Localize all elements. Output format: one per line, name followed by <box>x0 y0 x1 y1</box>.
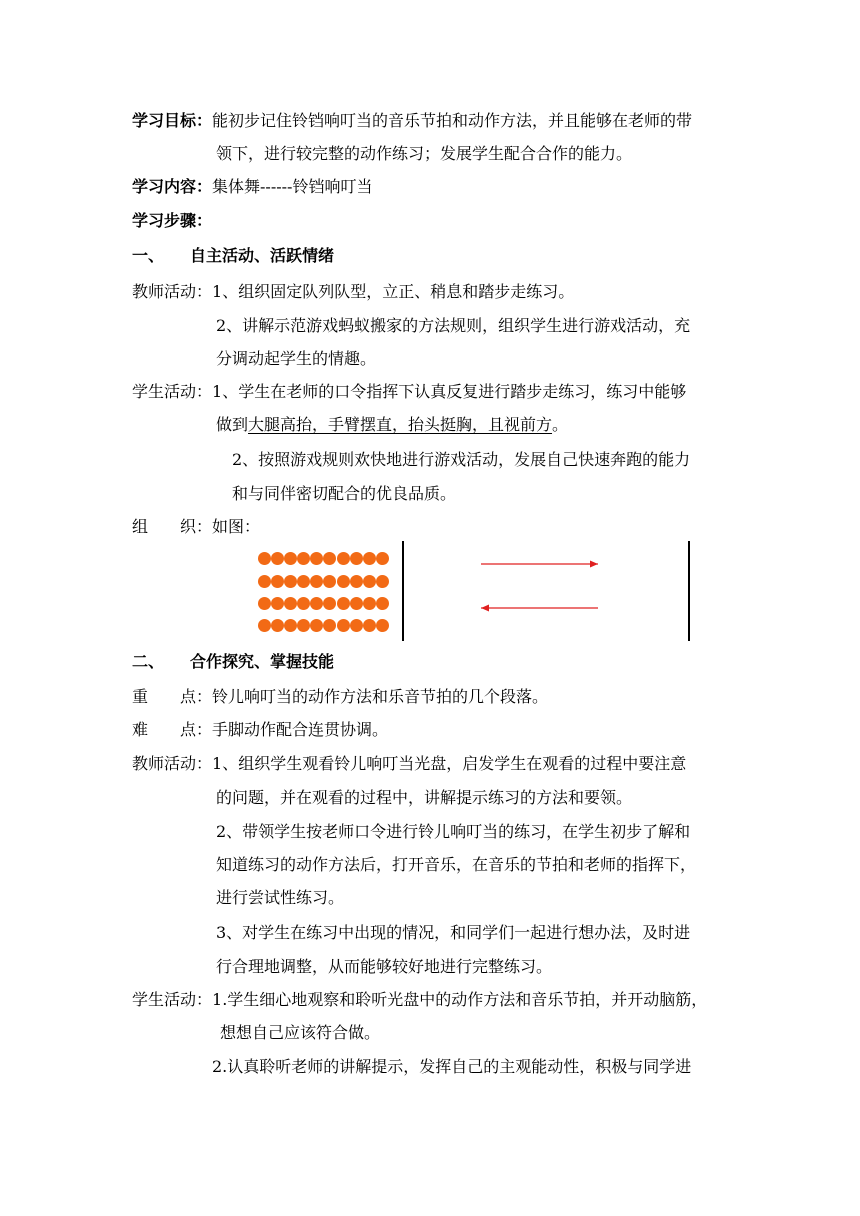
student-dot <box>297 619 310 632</box>
section1-teacher-item-3: 分调动起学生的情趣。 <box>216 349 377 368</box>
section2-student-label: 学生活动： <box>132 990 213 1009</box>
section1-student-line-2 <box>216 414 568 436</box>
content-label: 学习内容： <box>132 177 213 196</box>
student-dot <box>284 575 297 588</box>
goal-text-1: 能初步记住铃铛响叮当的音乐节拍和动作方法，并且能够在老师的带 <box>212 111 693 130</box>
student-dot <box>310 619 323 632</box>
student-dot <box>258 619 271 632</box>
formation-row <box>258 619 389 633</box>
section1-student-text-2-underlined: 大腿高抬，手臂摆直，抬头挺胸，且视前方 <box>248 415 553 434</box>
student-dot <box>350 619 363 632</box>
formation-row <box>258 575 389 589</box>
student-dot <box>258 575 271 588</box>
goal-text-2: 领下，进行较完整的动作练习；发展学生配合合作的能力。 <box>216 144 633 163</box>
student-dot <box>363 552 376 565</box>
goal-label: 学习目标： <box>132 111 213 130</box>
student-dot <box>297 552 310 565</box>
student-dot <box>376 619 389 632</box>
student-dot <box>284 619 297 632</box>
student-dot <box>350 597 363 610</box>
student-dot <box>376 575 389 588</box>
student-dot <box>271 575 284 588</box>
section1-title: 自主活动、活跃情绪 <box>190 246 335 265</box>
student-dot <box>271 552 284 565</box>
org-line <box>132 516 260 538</box>
key-point-label: 重 点： <box>132 687 213 706</box>
section1-student-text-2-post: 。 <box>552 415 569 434</box>
section2-student-text-2: 想想自己应该符合做。 <box>220 1023 381 1042</box>
section2-number: 二、 <box>132 652 165 671</box>
section1-number: 一、 <box>132 246 165 265</box>
section2-student-text-3: 2.认真聆听老师的讲解提示，发挥自己的主观能动性，积极与同学进 <box>212 1057 692 1076</box>
section1-student-text-2-pre: 做到 <box>216 415 249 434</box>
section1-teacher-item-2: 2、讲解示范游戏蚂蚁搬家的方法规则，组织学生进行游戏活动，充 <box>216 316 691 335</box>
difficulty-text: 手脚动作配合连贯协调。 <box>212 720 389 739</box>
content-text: 集体舞------铃铛响叮当 <box>212 177 373 196</box>
student-dot <box>310 575 323 588</box>
movement-arrows <box>470 550 610 620</box>
student-dot <box>258 597 271 610</box>
section2-teacher-text-3: 2、带领学生按老师口令进行铃儿响叮当的练习，在学生初步了解和 <box>216 822 691 841</box>
student-dot <box>310 597 323 610</box>
section2-teacher-label: 教师活动： <box>132 754 213 773</box>
student-dot <box>258 552 271 565</box>
student-dot <box>323 575 336 588</box>
section2-teacher-text-5: 进行尝试性练习。 <box>216 888 345 907</box>
student-dot <box>323 552 336 565</box>
section1-student-text-1: 1、学生在老师的口令指挥下认真反复进行踏步走练习，练习中能够 <box>212 382 687 401</box>
section1-student-line-1 <box>132 381 686 403</box>
return-arrow-head <box>481 605 489 612</box>
student-dot <box>337 597 350 610</box>
student-dot <box>350 575 363 588</box>
student-dot <box>337 552 350 565</box>
student-dot <box>363 619 376 632</box>
content-line <box>132 176 372 198</box>
student-dot <box>297 597 310 610</box>
student-dot <box>337 619 350 632</box>
formation-row <box>258 597 389 611</box>
student-dot <box>376 552 389 565</box>
student-dot <box>323 619 336 632</box>
section2-teacher-text-6: 3、对学生在练习中出现的情况，和同学们一起进行想办法，及时进 <box>216 923 691 942</box>
student-dot <box>271 597 284 610</box>
steps-label: 学习步骤： <box>132 211 213 230</box>
org-label: 组 织： <box>132 517 213 536</box>
turn-line <box>688 541 690 641</box>
student-dot <box>284 552 297 565</box>
student-dot <box>363 597 376 610</box>
student-dot <box>323 597 336 610</box>
section1-teacher-item-1: 1、组织固定队列队型，立正、稍息和踏步走练习。 <box>212 282 575 301</box>
formation-row <box>258 552 389 566</box>
org-text: 如图： <box>212 517 261 536</box>
section2-teacher-text-1: 1、组织学生观看铃儿响叮当光盘，启发学生在观看的过程中要注意 <box>212 754 687 773</box>
key-point-text: 铃儿响叮当的动作方法和乐音节拍的几个段落。 <box>212 687 549 706</box>
difficulty-line <box>132 719 388 741</box>
student-dot <box>337 575 350 588</box>
section2-teacher-text-2: 的问题，并在观看的过程中，讲解提示练习的方法和要领。 <box>216 788 633 807</box>
student-dot <box>297 575 310 588</box>
student-dot <box>284 597 297 610</box>
section1-student-text-3: 2、按照游戏规则欢快地进行游戏活动，发展自己快速奔跑的能力 <box>232 450 691 469</box>
student-dot <box>376 597 389 610</box>
key-point-line <box>132 686 548 708</box>
section2-teacher-text-4: 知道练习的动作方法后，打开音乐，在音乐的节拍和老师的指挥下， <box>216 855 697 874</box>
student-dot <box>350 552 363 565</box>
section2-teacher-line-1 <box>132 753 686 775</box>
section2-student-text-1: 1.学生细心地观察和聆听光盘中的动作方法和音乐节拍，并开动脑筋， <box>212 990 708 1009</box>
student-dot <box>310 552 323 565</box>
section1-teacher-label: 教师活动： <box>132 282 213 301</box>
student-dot <box>363 575 376 588</box>
difficulty-label: 难 点： <box>132 720 213 739</box>
start-line <box>402 541 404 641</box>
section1-student-label: 学生活动： <box>132 382 213 401</box>
goal-line-1 <box>132 110 692 132</box>
section1-teacher-line-1 <box>132 281 574 303</box>
student-dot <box>271 619 284 632</box>
section2-title: 合作探究、掌握技能 <box>190 652 335 671</box>
section2-teacher-text-7: 行合理地调整，从而能够较好地进行完整练习。 <box>216 957 553 976</box>
section1-student-text-4: 和与同伴密切配合的优良品质。 <box>232 484 457 503</box>
forward-arrow-head <box>590 561 598 568</box>
section2-student-line-1 <box>132 989 707 1011</box>
